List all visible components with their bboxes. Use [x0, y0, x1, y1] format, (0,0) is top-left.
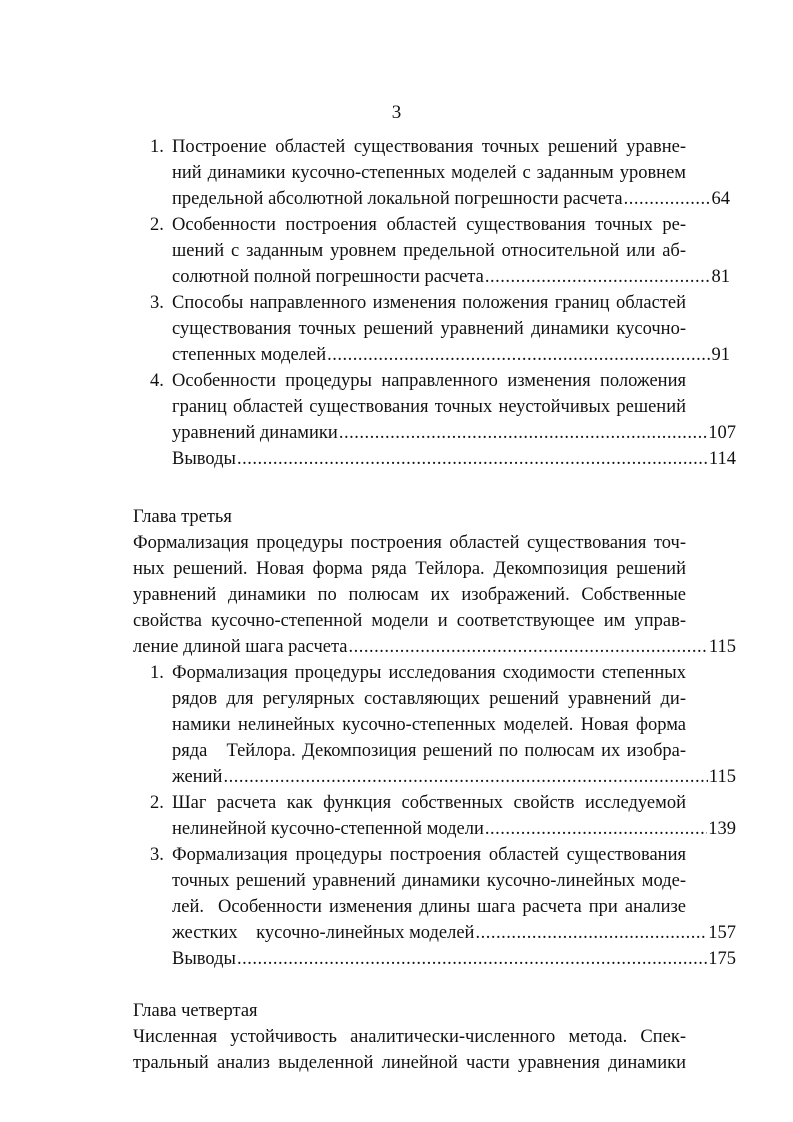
toc-entry-line[interactable] — [172, 816, 736, 842]
item-text-line: жений — [172, 767, 223, 787]
dot-leader — [475, 920, 707, 946]
page-ref: 64 — [711, 189, 730, 209]
chapter-title-line: уравнений динамики по полюсам их изображений. Собственные — [133, 585, 686, 605]
item-number: 1. — [150, 663, 164, 683]
chapter-title-line: тральный анализ выделенной линейной части уравнения динамики — [133, 1053, 686, 1073]
item-text-line: ряда Тейлора. Декомпозиция решений по полюсам их изобра- — [172, 741, 686, 761]
item-number: 1. — [150, 137, 164, 157]
toc-entry-line[interactable] — [172, 186, 730, 212]
page-ref: 107 — [708, 423, 736, 443]
item-text-line: Формализация процедуры исследования сходимости степенных — [172, 663, 686, 683]
item-text-line: рядов для регулярных составляющих решений уравнений ди- — [172, 689, 686, 709]
item-number: 2. — [150, 793, 164, 813]
item-text-line: нелинейной кусочно-степенной модели — [172, 819, 484, 839]
toc-conclusions-entry[interactable] — [172, 946, 736, 972]
toc-entry-line[interactable] — [172, 764, 736, 790]
item-text-line: уравнений динамики — [172, 423, 338, 443]
dot-leader — [485, 816, 707, 842]
item-text-line: Построение областей существования точных решений уравне- — [172, 137, 686, 157]
dot-leader — [624, 186, 711, 212]
dot-leader — [349, 634, 708, 660]
item-text-line: предельной абсолютной локальной погрешности расчета — [172, 189, 623, 209]
page-ref: 157 — [708, 923, 736, 943]
item-text-line: ний динамики кусочно-степенных моделей с заданным уровнем — [172, 163, 686, 183]
conclusions-label: Выводы — [172, 449, 236, 469]
chapter-heading: Глава третья — [133, 507, 232, 527]
page-number: 3 — [391, 102, 402, 123]
item-text-line: точных решений уравнений динамики кусочно-линейных моде- — [172, 871, 686, 891]
item-text-line: степенных моделей — [172, 345, 327, 365]
item-text-line: намики нелинейных кусочно-степенных моделей. Новая форма — [172, 715, 686, 735]
page-ref: 81 — [711, 267, 730, 287]
item-number: 3. — [150, 293, 164, 313]
chapter-title-line: Численная устойчивость аналитически-численного метода. Спек- — [133, 1027, 686, 1047]
item-text-line: жестких кусочно-линейных моделей — [172, 923, 475, 943]
toc-entry-line[interactable] — [172, 420, 736, 446]
page-ref: 114 — [708, 449, 736, 469]
chapter-title-line: ление длиной шага расчета — [133, 637, 348, 657]
chapter-heading: Глава четвертая — [133, 1001, 258, 1021]
page-ref: 115 — [708, 767, 736, 787]
dot-leader — [327, 342, 710, 368]
page-ref: 115 — [708, 637, 736, 657]
toc-entry-line[interactable] — [172, 342, 730, 368]
item-number: 2. — [150, 215, 164, 235]
item-text-line: Особенности процедуры направленного изменения положения — [172, 371, 686, 391]
item-text-line: солютной полной погрешности расчета — [172, 267, 484, 287]
toc-entry-line[interactable] — [172, 920, 736, 946]
chapter-title-line: свойства кусочно-степенной модели и соответствующее им управ- — [133, 611, 686, 631]
item-text-line: Шаг расчета как функция собственных свойств исследуемой — [172, 793, 686, 813]
chapter-title-line: Формализация процедуры построения областей существования точ- — [133, 533, 686, 553]
dot-leader — [339, 420, 707, 446]
conclusions-label: Выводы — [172, 949, 236, 969]
item-text-line: границ областей существования точных неустойчивых решений — [172, 397, 686, 417]
chapter-title-line: ных решений. Новая форма ряда Тейлора. Декомпозиция решений — [133, 559, 686, 579]
dot-leader — [237, 946, 707, 972]
item-number: 3. — [150, 845, 164, 865]
page-ref: 139 — [708, 819, 736, 839]
item-text-line: Формализация процедуры построения областей существования — [172, 845, 686, 865]
toc-entry-line[interactable] — [133, 634, 736, 660]
dot-leader — [485, 264, 711, 290]
toc-entry-line[interactable] — [172, 264, 730, 290]
page-ref: 91 — [711, 345, 730, 365]
item-text-line: существования точных решений уравнений динамики кусочно- — [172, 319, 686, 339]
item-text-line: лей. Особенности изменения длины шага расчета при анализе — [172, 897, 686, 917]
toc-conclusions-entry[interactable] — [172, 446, 736, 472]
item-number: 4. — [150, 371, 164, 391]
dot-leader — [223, 764, 707, 790]
page-ref: 175 — [708, 949, 736, 969]
dot-leader — [237, 446, 708, 472]
item-text-line: Особенности построения областей существования точных ре- — [172, 215, 686, 235]
item-text-line: шений с заданным уровнем предельной относительной или аб- — [172, 241, 686, 261]
item-text-line: Способы направленного изменения положения границ областей — [172, 293, 686, 313]
